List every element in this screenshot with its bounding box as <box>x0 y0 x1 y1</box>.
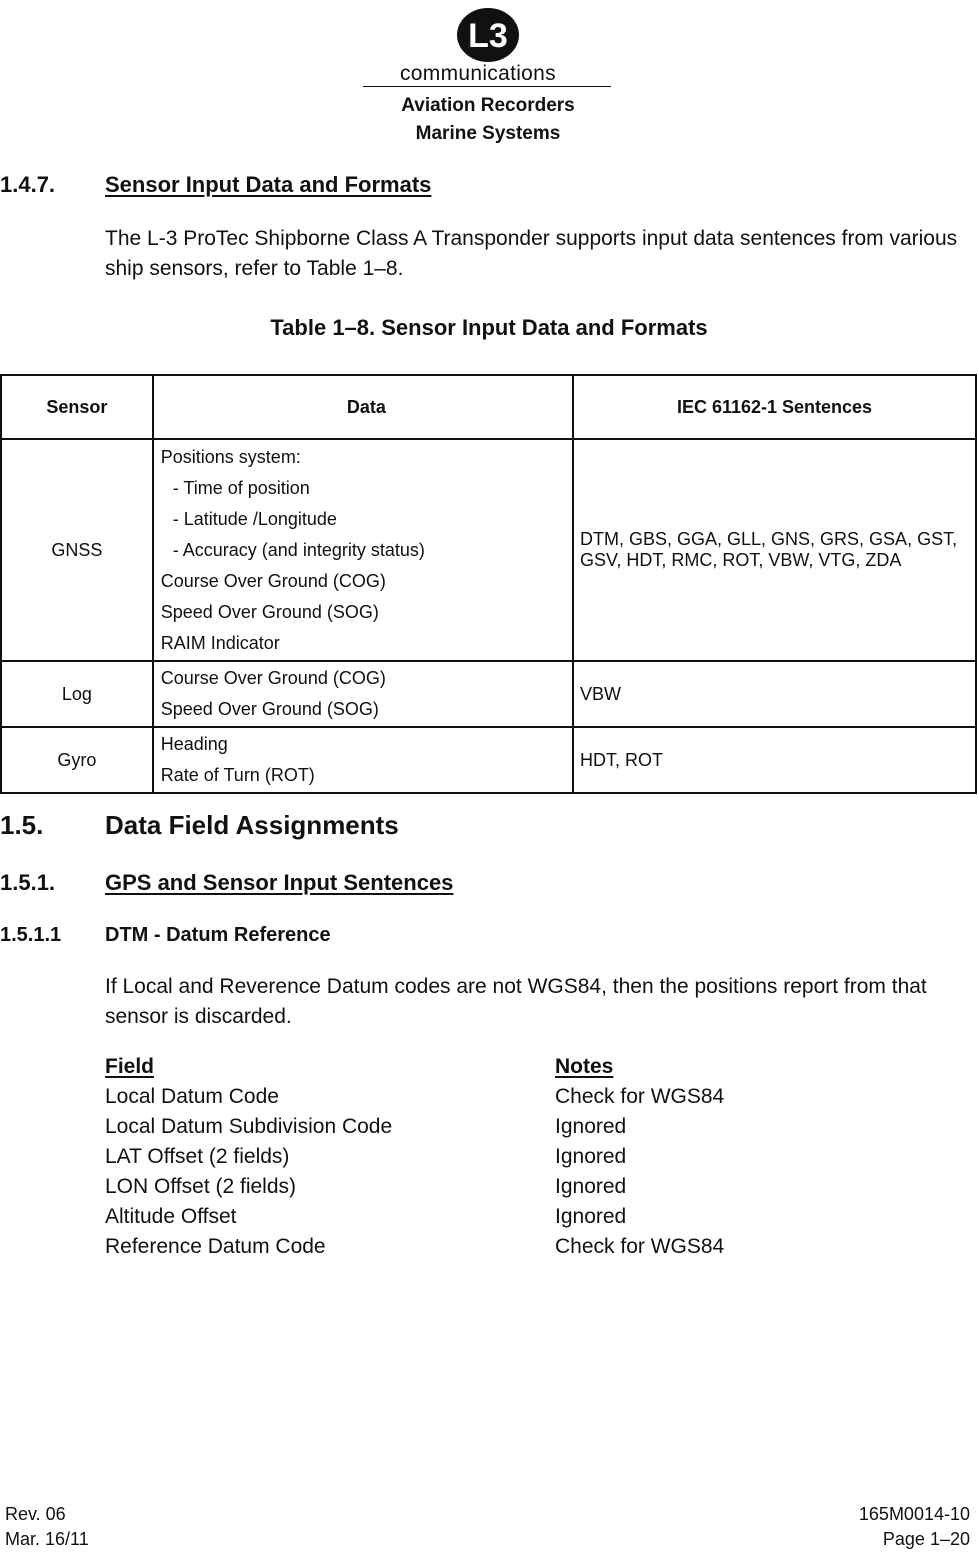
logo-rule <box>363 86 611 87</box>
field-note: Ignored <box>555 1115 627 1138</box>
field-name: LON Offset (2 fields) <box>105 1175 297 1198</box>
field-note: Check for WGS84 <box>555 1235 725 1258</box>
data-line: - Accuracy (and integrity status) <box>172 539 425 560</box>
sentences-text: DTM, GBS, GGA, GLL, GNS, GRS, GSA, GST, GSV, HDT, RMC, ROT, VBW, VTG, ZDA <box>580 529 958 570</box>
cell-sensor: Gyro <box>1 727 153 793</box>
field-name: Local Datum Code <box>105 1085 279 1108</box>
cell-sensor: Log <box>1 661 153 727</box>
list-item <box>105 1235 905 1265</box>
cell-sentences <box>573 439 976 661</box>
data-line: Heading <box>160 734 228 754</box>
section-1511-body: If Local and Reverence Datum codes are not WGS84, then the positions report from that sensor is discarded. <box>105 975 927 1028</box>
section-15-title: Data Field Assignments <box>105 810 399 840</box>
data-line: Course Over Ground (COG) <box>160 570 386 591</box>
section-151-title: GPS and Sensor Input Sentences <box>105 870 454 895</box>
logo-wordmark: communications <box>400 62 556 85</box>
data-line: Speed Over Ground (SOG) <box>160 601 379 622</box>
table-row <box>1 661 976 727</box>
data-line: Positions system: <box>160 446 301 467</box>
table-row <box>1 439 976 661</box>
cell-sensor: GNSS <box>1 439 153 661</box>
section-15-number: 1.5. <box>0 810 44 840</box>
data-line: Course Over Ground (COG) <box>160 668 386 688</box>
section-147-number: 1.4.7. <box>0 172 56 197</box>
footer-rev: Rev. 06 <box>5 1504 66 1524</box>
table-row <box>1 727 976 793</box>
cell-sentences: VBW <box>573 661 976 727</box>
col-header-sensor: Sensor <box>1 375 153 439</box>
data-line: - Latitude /Longitude <box>172 508 337 529</box>
field-name: Local Datum Subdivision Code <box>105 1115 393 1138</box>
notes-header: Notes <box>555 1055 614 1078</box>
l3-logo <box>455 6 521 64</box>
col-header-data: Data <box>153 375 573 439</box>
field-name: Altitude Offset <box>105 1205 237 1228</box>
data-line: Rate of Turn (ROT) <box>160 765 315 785</box>
list-item <box>105 1115 905 1145</box>
list-item <box>105 1205 905 1235</box>
cell-sentences: HDT, ROT <box>573 727 976 793</box>
header-division: Aviation Recorders <box>401 95 575 116</box>
footer-doc-number: 165M0014-10 <box>858 1504 970 1524</box>
section-1511-title: DTM - Datum Reference <box>105 924 331 946</box>
field-name: Reference Datum Code <box>105 1235 326 1258</box>
list-item <box>105 1085 905 1115</box>
table-title: Table 1–8. Sensor Input Data and Formats <box>270 315 708 340</box>
sensor-table <box>0 374 977 794</box>
data-line: RAIM Indicator <box>160 632 280 653</box>
section-147-title: Sensor Input Data and Formats <box>105 172 432 197</box>
field-note: Ignored <box>555 1205 627 1228</box>
field-header: Field <box>105 1055 155 1078</box>
section-1511-number: 1.5.1.1 <box>0 924 62 946</box>
data-line: Speed Over Ground (SOG) <box>160 699 379 719</box>
list-item <box>105 1175 905 1205</box>
cell-data <box>153 661 573 727</box>
cell-data <box>153 727 573 793</box>
footer-page: Page 1–20 <box>882 1529 970 1549</box>
field-note: Ignored <box>555 1175 627 1198</box>
col-header-sentences: IEC 61162-1 Sentences <box>573 375 976 439</box>
section-151-number: 1.5.1. <box>0 870 56 895</box>
field-note: Ignored <box>555 1145 627 1168</box>
list-item <box>105 1145 905 1175</box>
section-147-body: The L-3 ProTec Shipborne Class A Transponder supports input data sentences from various ship sensors, refer to Table 1–8. <box>105 227 958 280</box>
field-name: LAT Offset (2 fields) <box>105 1145 290 1168</box>
l3-logo-icon <box>455 6 521 64</box>
header-unit: Marine Systems <box>415 123 561 144</box>
footer-date: Mar. 16/11 <box>5 1529 89 1549</box>
table-header-row <box>1 375 976 439</box>
data-line: - Time of position <box>172 477 310 498</box>
field-note: Check for WGS84 <box>555 1085 725 1108</box>
logo-mark: L3 <box>468 17 508 55</box>
cell-data <box>153 439 573 661</box>
